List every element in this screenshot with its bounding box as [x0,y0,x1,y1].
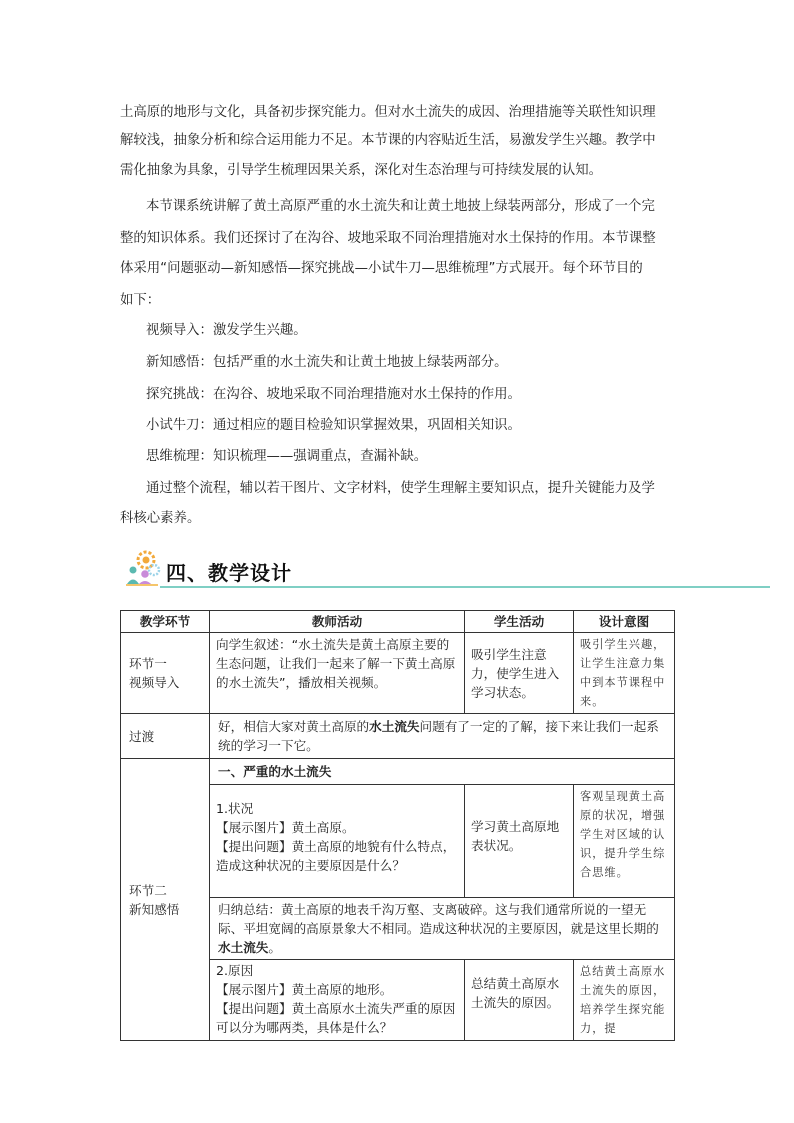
stage-practice: 小试牛刀：通过相应的题目检验知识掌握效果，巩固相关知识。 [146,418,521,433]
section-underline [160,586,770,588]
header-student: 学生活动 [465,611,574,633]
transition-text: 好，相信大家对黄土高原的 [218,719,370,734]
overview-line-2: 整的知识体系。我们还探讨了在沟谷、坡地采取不同治理措施对水土保持的作用。本节课整 [120,231,656,246]
table-row [121,633,675,714]
show-picture-text: 【展示图片】黄土高原。 [216,820,355,835]
summary-line-1: 通过整个流程，辅以若干图片、文字材料，使学生理解主要知识点，提升关键能力及学 [146,481,655,496]
step-name: 新知感悟 [129,901,180,917]
conclusion-cell [210,898,675,960]
stage-video: 视频导入：激发学生兴趣。 [146,323,307,338]
section-heading [124,548,770,592]
student-cell: 学习黄土高原地表状况。 [465,785,574,898]
stage-review: 思维梳理：知识梳理——强调重点，查漏补缺。 [146,449,428,464]
transition-text: 问题有了一定的了解，接下来让我们一起系统的学习一下它。 [218,719,659,753]
intent-cell [574,960,675,1041]
step-cell [121,633,210,714]
intent-cell: 吸引学生兴趣，让学生注意力集中到本节课程中来。 [574,633,675,714]
item-number: 1.状况 [216,801,254,816]
show-picture-text: 【展示图片】黄土高原的地形。 [216,982,393,997]
step-cell: 过渡 [121,714,210,759]
step-name: 视频导入 [129,675,180,690]
transition-keyword: 水土流失 [369,719,420,734]
step-label: 环节一 [129,656,167,671]
conclusion-text: 。 [268,940,281,955]
overview-line-1: 本节课系统讲解了黄土高原严重的水土流失和让黄土地披上绿装两部分，形成了一个完 [146,199,655,214]
step-cell [121,759,210,1041]
header-step: 教学环节 [121,611,210,633]
stage-new-knowledge: 新知感悟：包括严重的水土流失和让黄土地披上绿装两部分。 [146,355,508,370]
conclusion-keyword: 水土流失 [218,940,269,955]
header-intent: 设计意图 [574,611,675,633]
teacher-cell: 向学生叙述：“水土流失是黄土高原主要的生态问题，让我们一起来了解一下黄土高原的水土流失”，播放相关视频。 [210,633,465,714]
subheading-cell: 一、严重的水土流失 [210,759,675,785]
intro-line-3: 需化抽象为具象，引导学生梳理因果关系，深化对生态治理与可持续发展的认知。 [120,163,603,178]
intro-line-1: 土高原的地形与文化，具备初步探究能力。但对水土流失的成因、治理措施等关联性知识理 [120,105,656,120]
intent-text: 总结黄土高原水土流失的原因，培养学生探究能力，提 [580,965,666,1035]
overview-line-3: 体采用“问题驱动—新知感悟—探究挑战—小试牛刀—思维梳理”方式展开。每个环节目的 [120,261,643,276]
summary-line-2: 科核心素养。 [120,511,201,526]
teaching-design-table [120,610,675,1041]
table-header-row [121,611,675,633]
overview-line-4: 如下： [120,293,161,308]
table-row [121,759,675,785]
intro-line-2: 解较浅，抽象分析和综合运用能力不足。本节课的内容贴近生活，易激发学生兴趣。教学中 [120,133,656,148]
table-row [121,714,675,759]
step-label: 环节二 [129,882,167,898]
item-number: 2.原因 [216,963,254,978]
stage-challenge: 探究挑战：在沟谷、坡地采取不同治理措施对水土保持的作用。 [146,387,521,402]
teacher-cell [210,960,465,1041]
teacher-cell [210,785,465,898]
section-title: 四、教学设计 [166,561,292,585]
transition-cell [210,714,675,759]
header-teacher: 教师活动 [210,611,465,633]
intent-cell: 客观呈现黄土高原的状况，增强学生对区域的认识，提升学生综合思维。 [574,785,675,898]
gear-people-icon [124,548,164,588]
student-cell: 总结黄土高原水土流失的原因。 [465,960,574,1041]
question-text: 【提出问题】黄土高原水土流失严重的原因可以分为哪两类，具体是什么？ [216,1001,456,1035]
student-cell: 吸引学生注意力，使学生进入学习状态。 [465,633,574,714]
question-text: 【提出问题】黄土高原的地貌有什么特点，造成这种状况的主要原因是什么？ [216,839,456,873]
conclusion-text: 归纳总结：黄土高原的地表千沟万壑、支离破碎。这与我们通常所说的一望无际、平坦宽阔的高原景象大不相同。造成这种状况的主要原因，就是这里长期的 [218,902,659,936]
